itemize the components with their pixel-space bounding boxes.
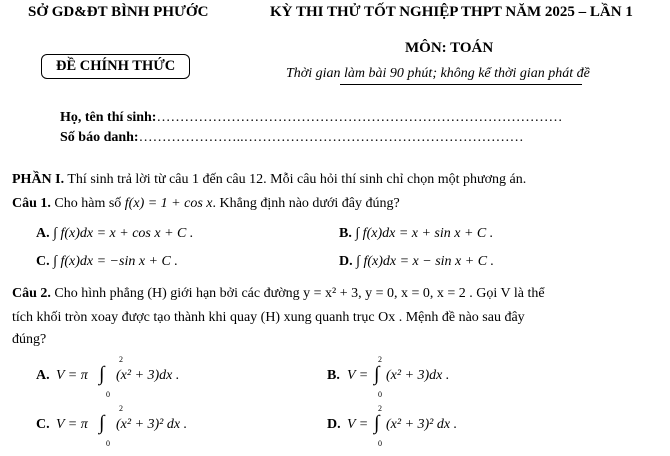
q1-option-c-key: C.	[36, 254, 50, 269]
q2-option-a-key: A.	[36, 368, 50, 383]
q1-option-a-key: A.	[36, 226, 50, 241]
q2-option-d-upper: 2	[378, 404, 382, 413]
subject-title: MÔN: TOÁN	[405, 40, 494, 56]
exam-title: KỲ THI THỬ TỐT NGHIỆP THPT NĂM 2025 – LẦN 1	[270, 4, 633, 20]
q2-option-b-key: B.	[327, 368, 340, 383]
q1-option-b[interactable]	[339, 226, 493, 242]
q1-option-a[interactable]	[36, 226, 193, 242]
q2-label: Câu 2.	[12, 286, 51, 301]
q1-text-b: . Khẳng định nào dưới đây đúng?	[212, 196, 400, 211]
q2-option-c-prefix: V = π	[56, 417, 88, 432]
candidate-id-dots: …………………..……………………………………………………	[138, 130, 524, 145]
integral-icon: ∫	[374, 412, 380, 434]
q1-stem	[12, 196, 400, 212]
q1-option-d[interactable]	[339, 254, 494, 270]
candidate-id-label: Số báo danh:	[60, 130, 139, 145]
part1-instruction: Thí sinh trả lời từ câu 1 đến câu 12. Mỗi câu hỏi thí sinh chỉ chọn một phương án.	[67, 172, 527, 187]
q2-line2: tích khối tròn xoay được tạo thành khi quay (H) xung quanh trục Ox . Mệnh đề nào sau đây	[12, 310, 525, 325]
q1-option-b-text: ∫ f(x)dx = x + sin x + C .	[355, 226, 494, 241]
q1-label: Câu 1.	[12, 196, 51, 211]
integral-icon: ∫	[99, 412, 105, 434]
q1-formula: f(x) = 1 + cos x	[124, 196, 213, 211]
candidate-name-row	[60, 110, 562, 126]
q1-option-c-text: ∫ f(x)dx = −sin x + C .	[53, 254, 178, 269]
q2-option-c-key: C.	[36, 417, 50, 432]
q1-option-d-key: D.	[339, 254, 353, 269]
candidate-id-row	[60, 130, 524, 146]
q2-option-d-prefix: V =	[347, 417, 369, 432]
part1-line	[12, 172, 526, 188]
q2-option-c-lower: 0	[106, 439, 110, 448]
time-underline	[340, 84, 582, 85]
q2-option-c-body: (x² + 3)² dx .	[116, 417, 188, 432]
q2-option-a[interactable]	[36, 355, 236, 403]
q2-option-a-prefix: V = π	[56, 368, 88, 383]
q2-option-b[interactable]	[327, 355, 527, 403]
q1-option-c[interactable]	[36, 254, 178, 270]
q1-option-b-key: B.	[339, 226, 352, 241]
q1-text-a: Cho hàm số	[54, 196, 122, 211]
q2-line1-text: Cho hình phẳng (H) giới hạn bởi các đường y = x² + 3, y = 0, x = 0, x = 2 . Gọi V là thể	[54, 286, 545, 301]
q2-option-a-body: (x² + 3)dx .	[116, 368, 180, 383]
q2-option-b-prefix: V =	[347, 368, 369, 383]
official-label: ĐỀ CHÍNH THỨC	[41, 54, 190, 79]
q2-line3: đúng?	[12, 332, 47, 347]
q2-option-b-lower: 0	[378, 390, 382, 399]
q2-option-d-lower: 0	[378, 439, 382, 448]
q2-option-d-key: D.	[327, 417, 341, 432]
q2-option-b-upper: 2	[378, 355, 382, 364]
part1-title: PHẦN I.	[12, 172, 65, 187]
time-note: Thời gian làm bài 90 phút; không kể thời gian phát đề	[286, 66, 590, 81]
q2-line1	[12, 286, 545, 302]
candidate-name-label: Họ, tên thí sinh:	[60, 110, 157, 125]
q2-option-d[interactable]	[327, 404, 527, 452]
integral-icon: ∫	[374, 363, 380, 385]
q2-option-b-body: (x² + 3)dx .	[386, 368, 450, 383]
q1-option-a-text: ∫ f(x)dx = x + cos x + C .	[53, 226, 194, 241]
q2-option-d-body: (x² + 3)² dx .	[386, 417, 458, 432]
candidate-name-dots: ……………………………………………………………………………	[156, 110, 563, 125]
q2-option-c-upper: 2	[119, 404, 123, 413]
integral-icon: ∫	[99, 363, 105, 385]
q1-option-d-text: ∫ f(x)dx = x − sin x + C .	[356, 254, 495, 269]
q2-option-c[interactable]	[36, 404, 236, 452]
department-name: SỞ GD&ĐT BÌNH PHƯỚC	[28, 4, 209, 20]
q2-option-a-upper: 2	[119, 355, 123, 364]
q2-option-a-lower: 0	[106, 390, 110, 399]
